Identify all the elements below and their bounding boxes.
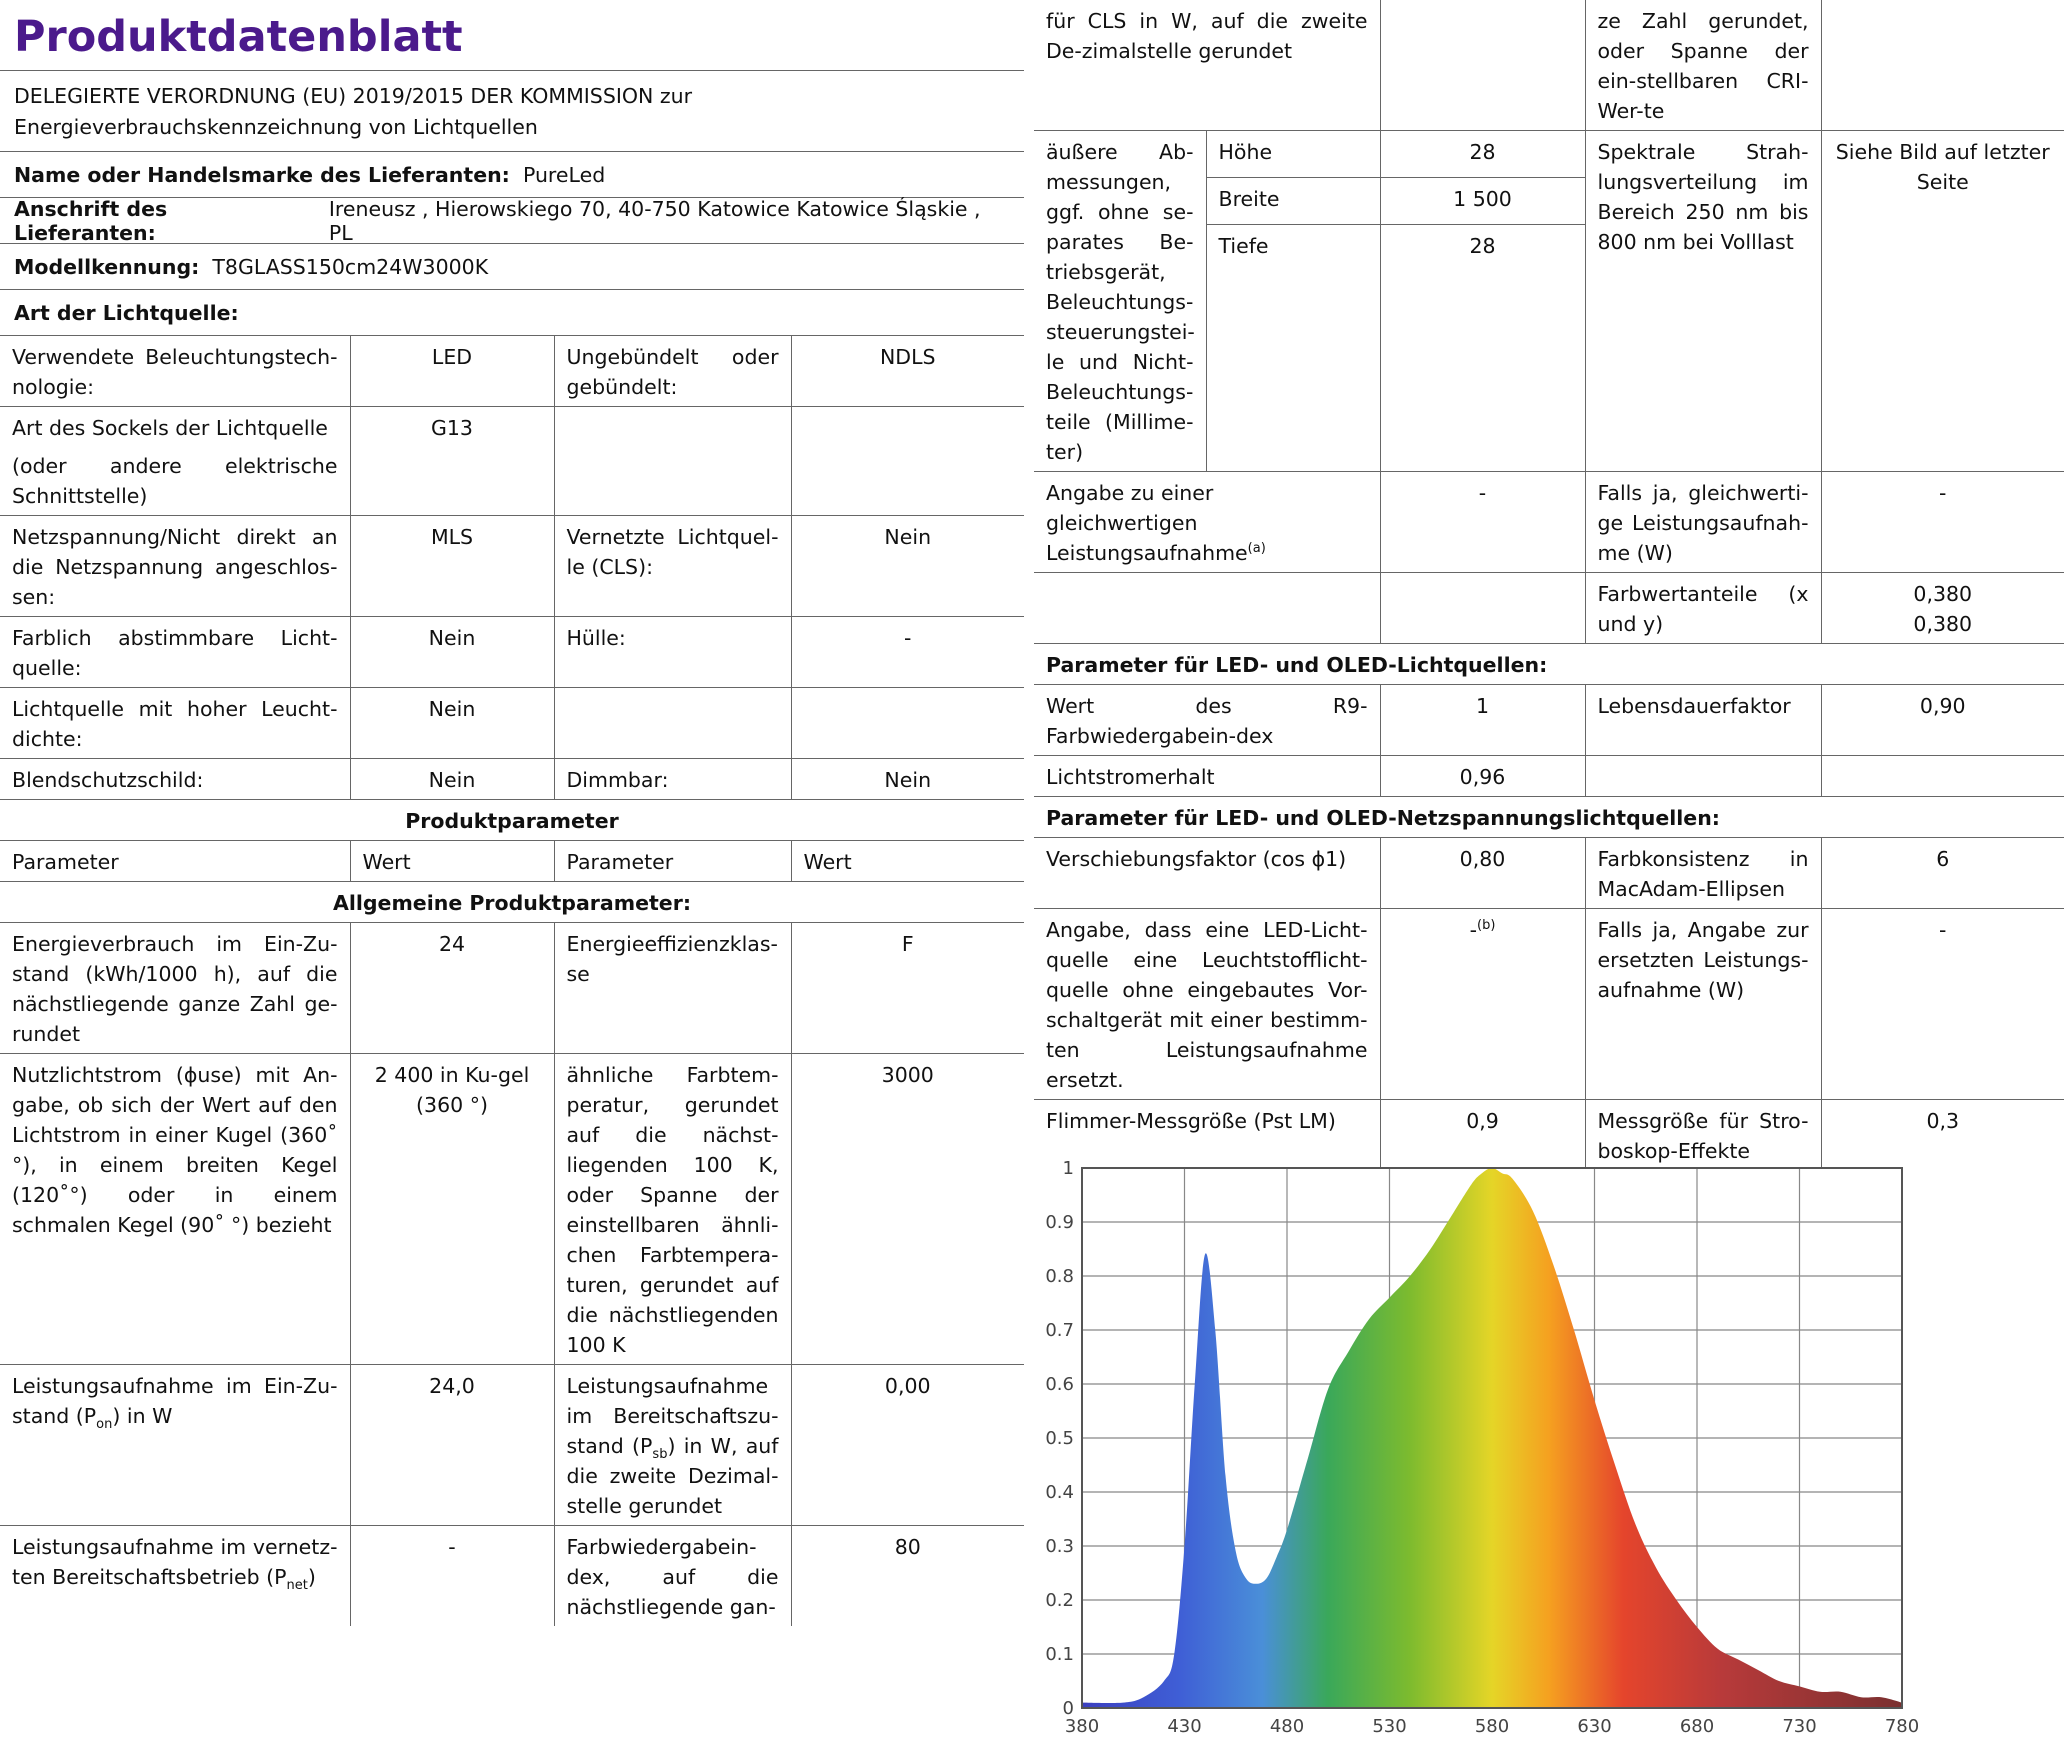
table-row <box>0 1526 1024 1627</box>
cri-continued: ze Zahl gerundet, oder Spanne der ein-stellbaren CRI-Wer-te <box>1585 0 1821 131</box>
col-value-header: Wert <box>350 841 554 882</box>
svm-label: Messgröße für Stro-boskop-Effekte <box>1585 1100 1821 1201</box>
regulation-text: DELEGIERTE VERORDNUNG (EU) 2019/2015 DER KOMMISSION zur Energieverbrauchskennzeichnung von Lichtquellen <box>0 70 1024 152</box>
table-row <box>1034 685 2064 756</box>
table-row <box>1034 756 2064 797</box>
y-tick-labels <box>1045 1160 1074 1719</box>
macadam-value: 6 <box>1821 838 2064 909</box>
flicker-value: 0,9 <box>1380 1100 1585 1201</box>
chromaticity-x: 0,380 <box>1913 582 1973 606</box>
chromaticity-y: 0,380 <box>1913 612 1973 636</box>
width-label: Breite <box>1206 178 1380 225</box>
height-label: Höhe <box>1206 131 1380 178</box>
pnet-value: - <box>350 1526 554 1627</box>
supplier-address-value: Ireneusz , Hierowskiego 70, 40-750 Katowice Katowice Śląskie , PL <box>328 196 981 245</box>
table-row <box>0 688 1024 759</box>
socket-label-2: (oder andere elektrische Schnittstelle) <box>12 454 338 508</box>
y-tick-label: 0 <box>1062 1698 1074 1719</box>
general-params-title: Allgemeine Produktparameter: <box>0 882 1024 923</box>
x-tick-label: 680 <box>1679 1716 1715 1737</box>
maintenance-label: Lichtstromerhalt <box>1034 756 1380 797</box>
y-tick-label: 0.3 <box>1045 1536 1074 1557</box>
cls-value: Nein <box>791 516 1024 617</box>
cri-label: Farbwiedergabein-dex, auf die nächstliegende gan- <box>554 1526 791 1627</box>
table-row <box>1034 644 2064 685</box>
table-row <box>0 841 1024 882</box>
dimensions-label: äußere Ab-messungen, ggf. ohne se-parates Be-triebsgerät, Beleuchtungs-steuerungstei-le und Nicht-Beleuchtungs-teile (Millime-ter) <box>1034 131 1206 472</box>
table-row <box>1034 0 2064 131</box>
energy-class-label: Energieeffizienzklas-se <box>554 923 791 1054</box>
table-row <box>0 516 1024 617</box>
x-tick-label: 780 <box>1884 1716 1920 1737</box>
glare-label: Blendschutzschild: <box>0 759 350 800</box>
equiv-yes-value: - <box>1821 472 2064 573</box>
supplier-address-row <box>0 198 1024 244</box>
equiv-label: Angabe zu einer gleichwertigen Leistungsaufnahme$^{(a)}$ <box>1034 472 1380 573</box>
model-row <box>0 244 1024 290</box>
page-title: Produktdatenblatt <box>14 12 463 62</box>
dimmable-label: Dimmbar: <box>554 759 791 800</box>
flux-label: Nutzlichtstrom (ϕuse) mit An-gabe, ob sich der Wert auf den Lichtstrom in einer Kugel (360˚ °), in einem breiten Kegel (120˚°) oder in einem schmalen Kegel (90˚ °) bezieht <box>0 1054 350 1365</box>
envelope-label: Hülle: <box>554 617 791 688</box>
supplier-name-value: PureLed <box>522 162 606 187</box>
cls-standby-continued: für CLS in W, auf die zweite De-zimalstelle gerundet <box>1034 0 1380 131</box>
lifetime-label: Lebensdauerfaktor <box>1585 685 1821 756</box>
r9-label: Wert des R9-Farbwiedergabein-dex <box>1034 685 1380 756</box>
mains-label: Netzspannung/Nicht direkt an die Netzspannung angeschlos-sen: <box>0 516 350 617</box>
table-row <box>0 407 1024 516</box>
table-row <box>0 882 1024 923</box>
y-tick-label: 0.4 <box>1045 1482 1074 1503</box>
model-value: T8GLASS150cm24W3000K <box>212 254 489 279</box>
right-table <box>1034 0 2064 1200</box>
spectral-value: Siehe Bild auf letzter Seite <box>1821 131 2064 472</box>
mains-value: MLS <box>350 516 554 617</box>
table-row <box>0 800 1024 841</box>
bundled-label: Ungebündelt oder gebündelt: <box>554 336 791 407</box>
product-section-title: Produktparameter <box>0 800 1024 841</box>
y-tick-label: 0.9 <box>1045 1212 1074 1233</box>
x-tick-label: 530 <box>1372 1716 1407 1737</box>
high-luminance-value: Nein <box>350 688 554 759</box>
table-row <box>1034 909 2064 1100</box>
col-value-header-2: Wert <box>791 841 1024 882</box>
cri-value: 80 <box>791 1526 1024 1627</box>
y-tick-label: 0.8 <box>1045 1266 1074 1287</box>
tech-value: LED <box>350 336 554 407</box>
table-row <box>0 617 1024 688</box>
y-tick-label: 0.5 <box>1045 1428 1074 1449</box>
col-param-header: Parameter <box>0 841 350 882</box>
model-label: Modellkennung: <box>14 254 200 279</box>
x-tick-label: 480 <box>1269 1716 1305 1737</box>
table-row <box>1034 131 2064 178</box>
cct-label: ähnliche Farbtem-peratur, gerundet auf die nächst-liegenden 100 K, oder Spanne der einstellbaren ähnli-chen Farbtempera-turen, gerundet auf die nächstliegenden 100 K <box>554 1054 791 1365</box>
pnet-label: Leistungsaufnahme im vernetz-ten Bereitschaftsbetrieb $(P_{net})$ <box>0 1526 350 1627</box>
y-tick-label: 0.6 <box>1045 1374 1074 1395</box>
width-value: 1 500 <box>1380 178 1585 225</box>
height-value: 28 <box>1380 131 1585 178</box>
supplier-name-row <box>0 152 1024 198</box>
col-param-header-2: Parameter <box>554 841 791 882</box>
table-row <box>0 759 1024 800</box>
maintenance-value: 0,96 <box>1380 756 1585 797</box>
lightsource-type-row <box>0 290 1024 336</box>
table-row <box>0 336 1024 407</box>
cct-value: 3000 <box>791 1054 1024 1365</box>
table-row <box>0 1054 1024 1365</box>
glare-value: Nein <box>350 759 554 800</box>
replace-label: Angabe, dass eine LED-Licht-quelle eine Leuchtstofflicht-quelle ohne eingebautes Vor-schaltgerät mit einer bestimm-ten Leistungsaufnahme ersetzt. <box>1034 909 1380 1100</box>
depth-value: 28 <box>1380 225 1585 472</box>
r9-value: 1 <box>1380 685 1585 756</box>
pon-value: 24,0 <box>350 1365 554 1526</box>
lightsource-table <box>0 336 1024 1626</box>
cos-value: 0,80 <box>1380 838 1585 909</box>
equiv-yes-label: Falls ja, gleichwerti-ge Leistungsaufnah-me (W) <box>1585 472 1821 573</box>
color-tunable-value: Nein <box>350 617 554 688</box>
flicker-label: Flimmer-Messgröße (Pst LM) <box>1034 1100 1380 1201</box>
x-tick-labels <box>1065 1716 1919 1737</box>
replace-value: -$^{(b)}$ <box>1380 909 1585 1100</box>
table-row <box>1034 472 2064 573</box>
y-tick-label: 1 <box>1062 1160 1074 1179</box>
tech-label: Verwendete Beleuchtungstech-nologie: <box>0 336 350 407</box>
x-tick-label: 730 <box>1782 1716 1817 1737</box>
x-tick-label: 380 <box>1064 1716 1100 1737</box>
table-row <box>1034 573 2064 644</box>
flux-value: 2 400 in Ku-gel (360 °) <box>350 1054 554 1365</box>
y-tick-label: 0.2 <box>1045 1590 1074 1611</box>
dimmable-value: Nein <box>791 759 1024 800</box>
lifetime-value: 0,90 <box>1821 685 2064 756</box>
supplier-address-label: Anschrift des Lieferanten: <box>14 196 168 245</box>
y-tick-label: 0.1 <box>1045 1644 1074 1665</box>
led-params-title: Parameter für LED- und OLED-Lichtquellen: <box>1034 644 2064 685</box>
macadam-label: Farbkonsistenz in MacAdam-Ellipsen <box>1585 838 1821 909</box>
spectrum-chart <box>1034 1160 2034 1755</box>
color-tunable-label: Farblich abstimmbare Licht-quelle: <box>0 617 350 688</box>
table-row <box>0 1365 1024 1526</box>
x-tick-label: 580 <box>1474 1716 1510 1737</box>
table-row <box>1034 797 2064 838</box>
mains-params-title: Parameter für LED- und OLED-Netzspannungslichtquellen: <box>1034 797 2064 838</box>
psb-label: Leistungsaufnahme im Bereitschaftszu-stand $(P_{sb})$ in W, auf die zweite Dezimal-stelle gerundet <box>554 1365 791 1526</box>
envelope-value: - <box>791 617 1024 688</box>
energy-value: 24 <box>350 923 554 1054</box>
spectrum-chart-svg <box>1034 1160 2034 1755</box>
right-column <box>1034 0 2064 1200</box>
cos-label: Verschiebungsfaktor (cos ϕ1) <box>1034 838 1380 909</box>
x-tick-label: 630 <box>1577 1716 1612 1737</box>
high-luminance-label: Lichtquelle mit hoher Leucht-dichte: <box>0 688 350 759</box>
cls-label: Vernetzte Lichtquel-le (CLS): <box>554 516 791 617</box>
x-tick-label: 430 <box>1167 1716 1202 1737</box>
lightsource-type-label: Art der Lichtquelle: <box>14 300 239 325</box>
chromaticity-label: Farbwertanteile (x und y) <box>1585 573 1821 644</box>
y-tick-label: 0.7 <box>1045 1320 1074 1341</box>
table-row <box>1034 838 2064 909</box>
equiv-value: - <box>1380 472 1585 573</box>
table-row <box>0 923 1024 1054</box>
depth-label: Tiefe <box>1206 225 1380 472</box>
socket-label: Art des Sockels der Lichtquelle <box>12 416 328 440</box>
replace-yes-label: Falls ja, Angabe zur ersetzten Leistungs-aufnahme (W) <box>1585 909 1821 1100</box>
supplier-name-label: Name oder Handelsmarke des Lieferanten: <box>14 162 510 187</box>
spectral-label: Spektrale Strah-lungsverteilung im Bereich 250 nm bis 800 nm bei Volllast <box>1585 131 1821 472</box>
svm-value: 0,3 <box>1821 1100 2064 1201</box>
energy-class-value: F <box>791 923 1024 1054</box>
left-column <box>0 0 1024 1626</box>
energy-label: Energieverbrauch im Ein-Zu-stand (kWh/1000 h), auf die nächstliegende ganze Zahl ge-rundet <box>0 923 350 1054</box>
pon-label: Leistungsaufnahme im Ein-Zu-stand $(P_{on})$ in W <box>0 1365 350 1526</box>
socket-value: G13 <box>350 407 554 516</box>
psb-value: 0,00 <box>791 1365 1024 1526</box>
replace-yes-value: - <box>1821 909 2064 1100</box>
bundled-value: NDLS <box>791 336 1024 407</box>
